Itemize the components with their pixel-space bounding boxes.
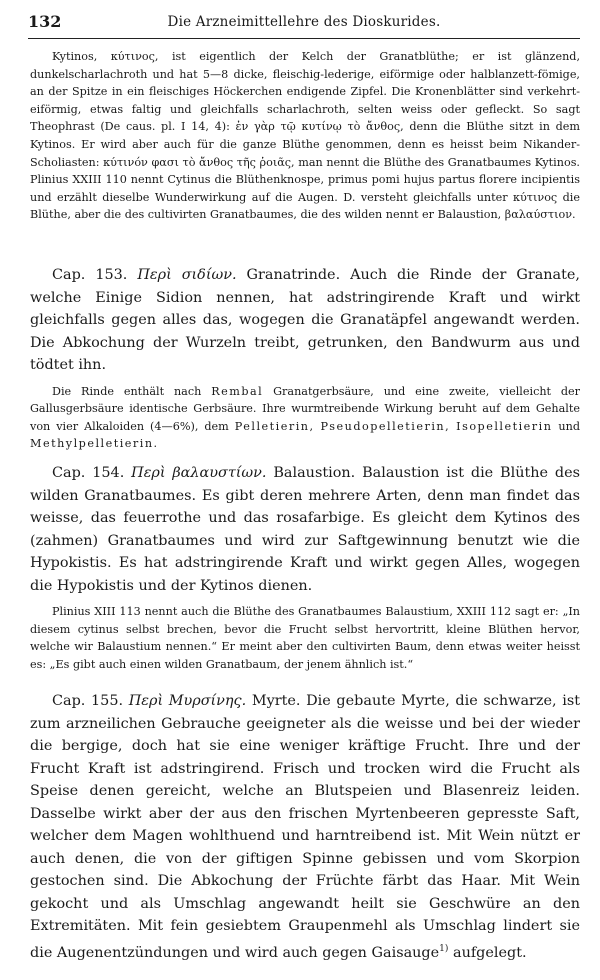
chapter-153 [30,264,580,453]
header-rule [28,38,580,39]
alkaloid-isopelletierin: Isopelletierin [456,419,553,433]
page-header [28,12,580,34]
alkaloid-methylpelletierin: Methylpelletierin. [30,437,159,451]
chapter-155-end: aufgelegt. [453,944,527,961]
chapter-154-greek-title: Περὶ βαλαυστίων. [131,465,267,481]
chapter-154-text [30,462,580,597]
footnote-mark: 1) [439,943,449,954]
chapter-154-label: Cap. 154. [52,465,125,481]
chapter-155-label: Cap. 155. [52,693,124,709]
page-number: 132 [28,12,62,31]
chapter-155-greek-title: Περὶ Μυρσίνης. [128,693,247,709]
alkaloid-pseudopelletierin: Pseudopelletierin, [320,419,451,433]
chapter-154-note: Plinius XIII 113 nennt auch die Blüthe des Granatbaumes Balaustium, XXIII 112 sagt er: „In diesem cytinus selbst brechen, bevor die Frucht selbst hervortritt, kleine Blüthen hervor, welche wir Balaustium nennen.“ Er meint aber den cultivirten Baum, denn etwas weiter heisst es: „Es gibt auch einen wilden Granatbaum, der jenem ähnlich ist.“ [30,605,580,671]
note-kytinos-block [30,48,580,224]
author-rembal: Rembal [211,384,264,398]
chapter-153-text [30,264,580,377]
chapter-155-text [30,690,580,964]
chapter-155-body: Myrte. Die gebaute Myrte, die schwarze, ist zum arzneilichen Gebrauche geeigneter als die weisse und bei der wieder die bergige, doch hat sie eine weniger kräftige Frucht. Ihre und der Frucht Kraft ist adstringirend. Frisch und trocken wird die Frucht als Speise denen gereicht, welche an Blutspeien und Blasenreiz leiden. Dasselbe wirkt aber der aus den frischen Myrtenbeeren gepresste Saft, welcher dem Magen wohlthuend und harntreibend ist. Mit Wein nützt er auch denen, die von der giftigen Spinne gebissen und vom Skorpion gestochen sind. Die Abkochung der Früchte färbt das Haar. Mit Wein gekocht und als Umschlag angewandt heilt sie Geschwüre an den Extremitäten. Mit fein gesiebtem Graupenmehl als Umschlag lindert sie die Augenentzündungen und wird auch gegen Gaisauge [30,693,580,961]
chapter-153-body: Granatrinde. Auch die Rinde der Granate, welche Einige Sidion nennen, hat adstringirende Kraft und wirkt gleichfalls gegen alles das, wogegen die Granatäpfel angewandt werden. Die Abkochung der Wurzeln treibt, getrunken, den Bandwurm aus und tödtet ihn. [30,267,580,373]
chapter-153-label: Cap. 153. [52,267,128,283]
alkaloid-pelletierin: Pelletierin, [234,419,315,433]
chapter-155 [30,690,580,964]
chapter-153-note: Die Rinde enthält nach Rembal Granatgerbsäure, und eine zweite, vielleicht der Gallusgerbsäure identische Gerbsäure. Ihre wurmtreibende Wirkung beruht auf dem Gehalte von vier Alkaloiden (4—6%), dem Pelletierin, Pseudopelletierin, Isopelletierin und Methylpelletierin. [30,384,581,451]
chapter-154 [30,462,580,673]
note-kytinos: Kytinos, κύτινος, ist eigentlich der Kelch der Granatblüthe; er ist glänzend, dunkelscharlachroth und hat 5—8 dicke, fleischig-lederige, eiförmige oder halblanzett-fömige, an der Spitze in ein fleischiges Höckerchen endigende Zipfel. Die Kronenblätter sind verkehrt-eiförmig, etwas faltig und gleichfalls scharlachroth, selten weiss oder gefleckt. So sagt Theophrast (De caus. pl. I 14, 4): ἐν γὰρ τῷ κυτίνῳ τὸ ἄνθος, denn die Blüthe sitzt in dem Kytinos. Er wird aber auch für die ganze Blüthe genommen, denn es heisst beim Nikander-Scholiasten: κύτινόν φασι τὸ ἄνθος τῆς ῥοιᾶς, man nennt die Blüthe des Granatbaumes Kytinos. Plinius XXIII 110 nennt Cytinus die Blüthenknospe, primus pomi hujus partus florere incipientis und erzählt dieselbe Wunderwirkung auf die Augen. D. versteht gleichfalls unter κύτινος die Blüthe, aber die des cultivirten Granatbaumes, die des wilden nennt er Balaustion, βαλαύστιον. [30,50,580,222]
chapter-154-body: Balaustion. Balaustion ist die Blüthe des wilden Granatbaumes. Es gibt deren mehrere Arten, denn man findet das weisse, das feuerrothe und das rosafarbige. Es gleicht dem Kytinos des (zahmen) Granatbaumes und wird zur Saftgewinnung benutzt wie die Hypokistis. Es hat adstringirende Kraft und wirkt gegen Alles, wogegen die Hypokistis und der Kytinos dienen. [30,465,581,594]
chapter-153-greek-title: Περὶ σιδίων. [137,267,237,283]
running-title: Die Arzneimittellehre des Dioskurides. [167,14,441,30]
